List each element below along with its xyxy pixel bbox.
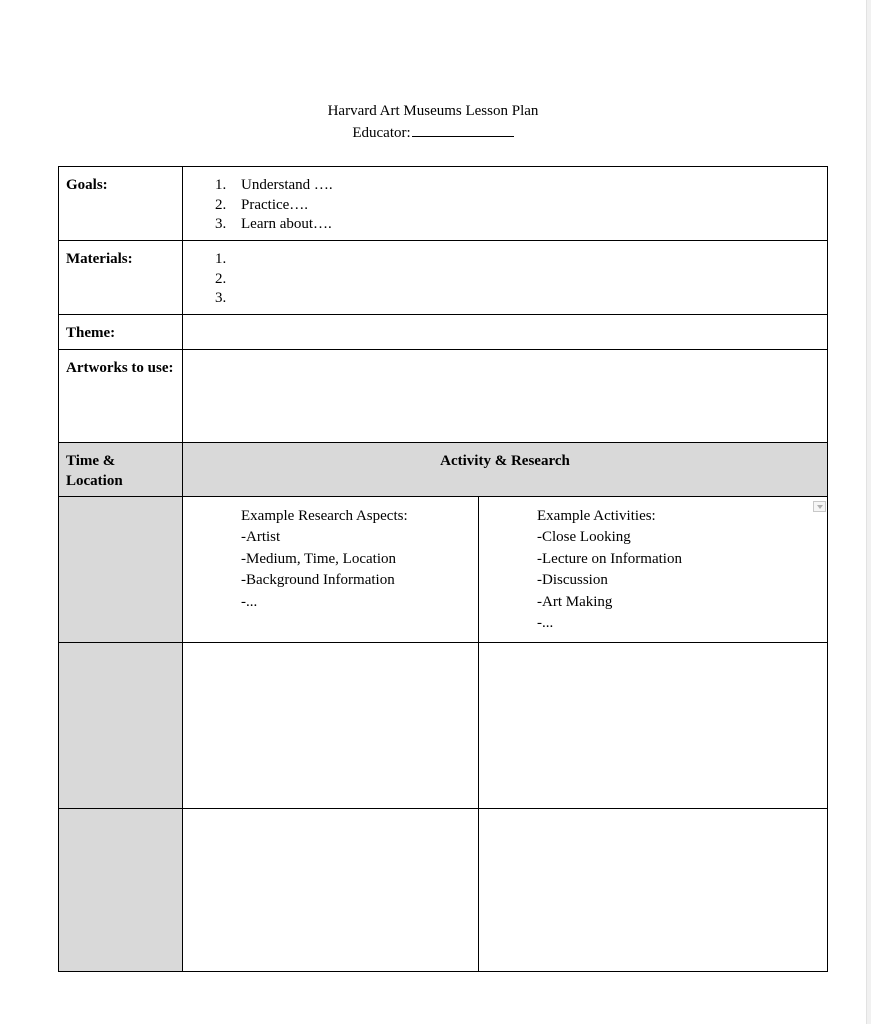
research-cell[interactable] xyxy=(183,643,479,809)
educator-blank[interactable] xyxy=(412,122,514,137)
time-location-cell[interactable] xyxy=(59,809,183,972)
time-location-header: Time & Location xyxy=(59,443,183,497)
activities-heading: Example Activities: xyxy=(537,508,656,524)
theme-row xyxy=(59,315,828,350)
document-title: Harvard Art Museums Lesson Plan xyxy=(327,103,539,119)
goals-list-item: 1. Understand …. xyxy=(215,177,333,193)
activities-cell[interactable] xyxy=(479,497,828,643)
materials-label: Materials: xyxy=(59,241,183,315)
goals-list-item: 2. Practice…. xyxy=(215,196,309,213)
vertical-scrollbar[interactable] xyxy=(866,0,871,1024)
activities-item: -Art Making xyxy=(537,593,613,610)
theme-content[interactable] xyxy=(183,315,828,350)
theme-label: Theme: xyxy=(59,315,183,350)
research-item: -Medium, Time, Location xyxy=(241,550,396,567)
research-item: -Artist xyxy=(241,529,281,546)
goals-list-item: 3. Learn about…. xyxy=(215,216,332,232)
lesson-plan-table xyxy=(58,166,828,972)
activity-header-row xyxy=(59,443,828,497)
materials-content[interactable] xyxy=(183,241,828,315)
materials-list-item: 1. xyxy=(215,251,227,267)
goals-row xyxy=(59,167,828,241)
activities-item: -Lecture on Information xyxy=(537,550,682,567)
research-item: -... xyxy=(241,593,258,610)
goals-list xyxy=(183,167,827,235)
research-cell[interactable] xyxy=(183,809,479,972)
activity-row xyxy=(59,643,828,809)
artworks-content[interactable] xyxy=(183,350,828,443)
goals-label: Goals: xyxy=(59,167,183,241)
artworks-label: Artworks to use: xyxy=(59,350,183,443)
materials-list-item: 2. xyxy=(215,270,227,287)
time-location-cell[interactable] xyxy=(59,497,183,643)
activities-item: -... xyxy=(537,615,554,632)
materials-list xyxy=(183,241,827,309)
activities-item: -Close Looking xyxy=(537,529,631,546)
research-heading: Example Research Aspects: xyxy=(241,508,408,524)
educator-line xyxy=(0,122,866,144)
research-cell[interactable] xyxy=(183,497,479,643)
activities-item: -Discussion xyxy=(537,572,608,589)
activity-research-header: Activity & Research xyxy=(183,443,828,497)
chevron-down-icon[interactable] xyxy=(813,501,826,512)
time-location-cell[interactable] xyxy=(59,643,183,809)
materials-row xyxy=(59,241,828,315)
activities-cell[interactable] xyxy=(479,643,828,809)
artworks-row xyxy=(59,350,828,443)
activities-cell[interactable] xyxy=(479,809,828,972)
activity-row xyxy=(59,497,828,643)
educator-label: Educator: xyxy=(352,125,411,141)
activity-row xyxy=(59,809,828,972)
materials-list-item: 3. xyxy=(215,290,227,306)
goals-content[interactable] xyxy=(183,167,828,241)
research-item: -Background Information xyxy=(241,572,395,589)
